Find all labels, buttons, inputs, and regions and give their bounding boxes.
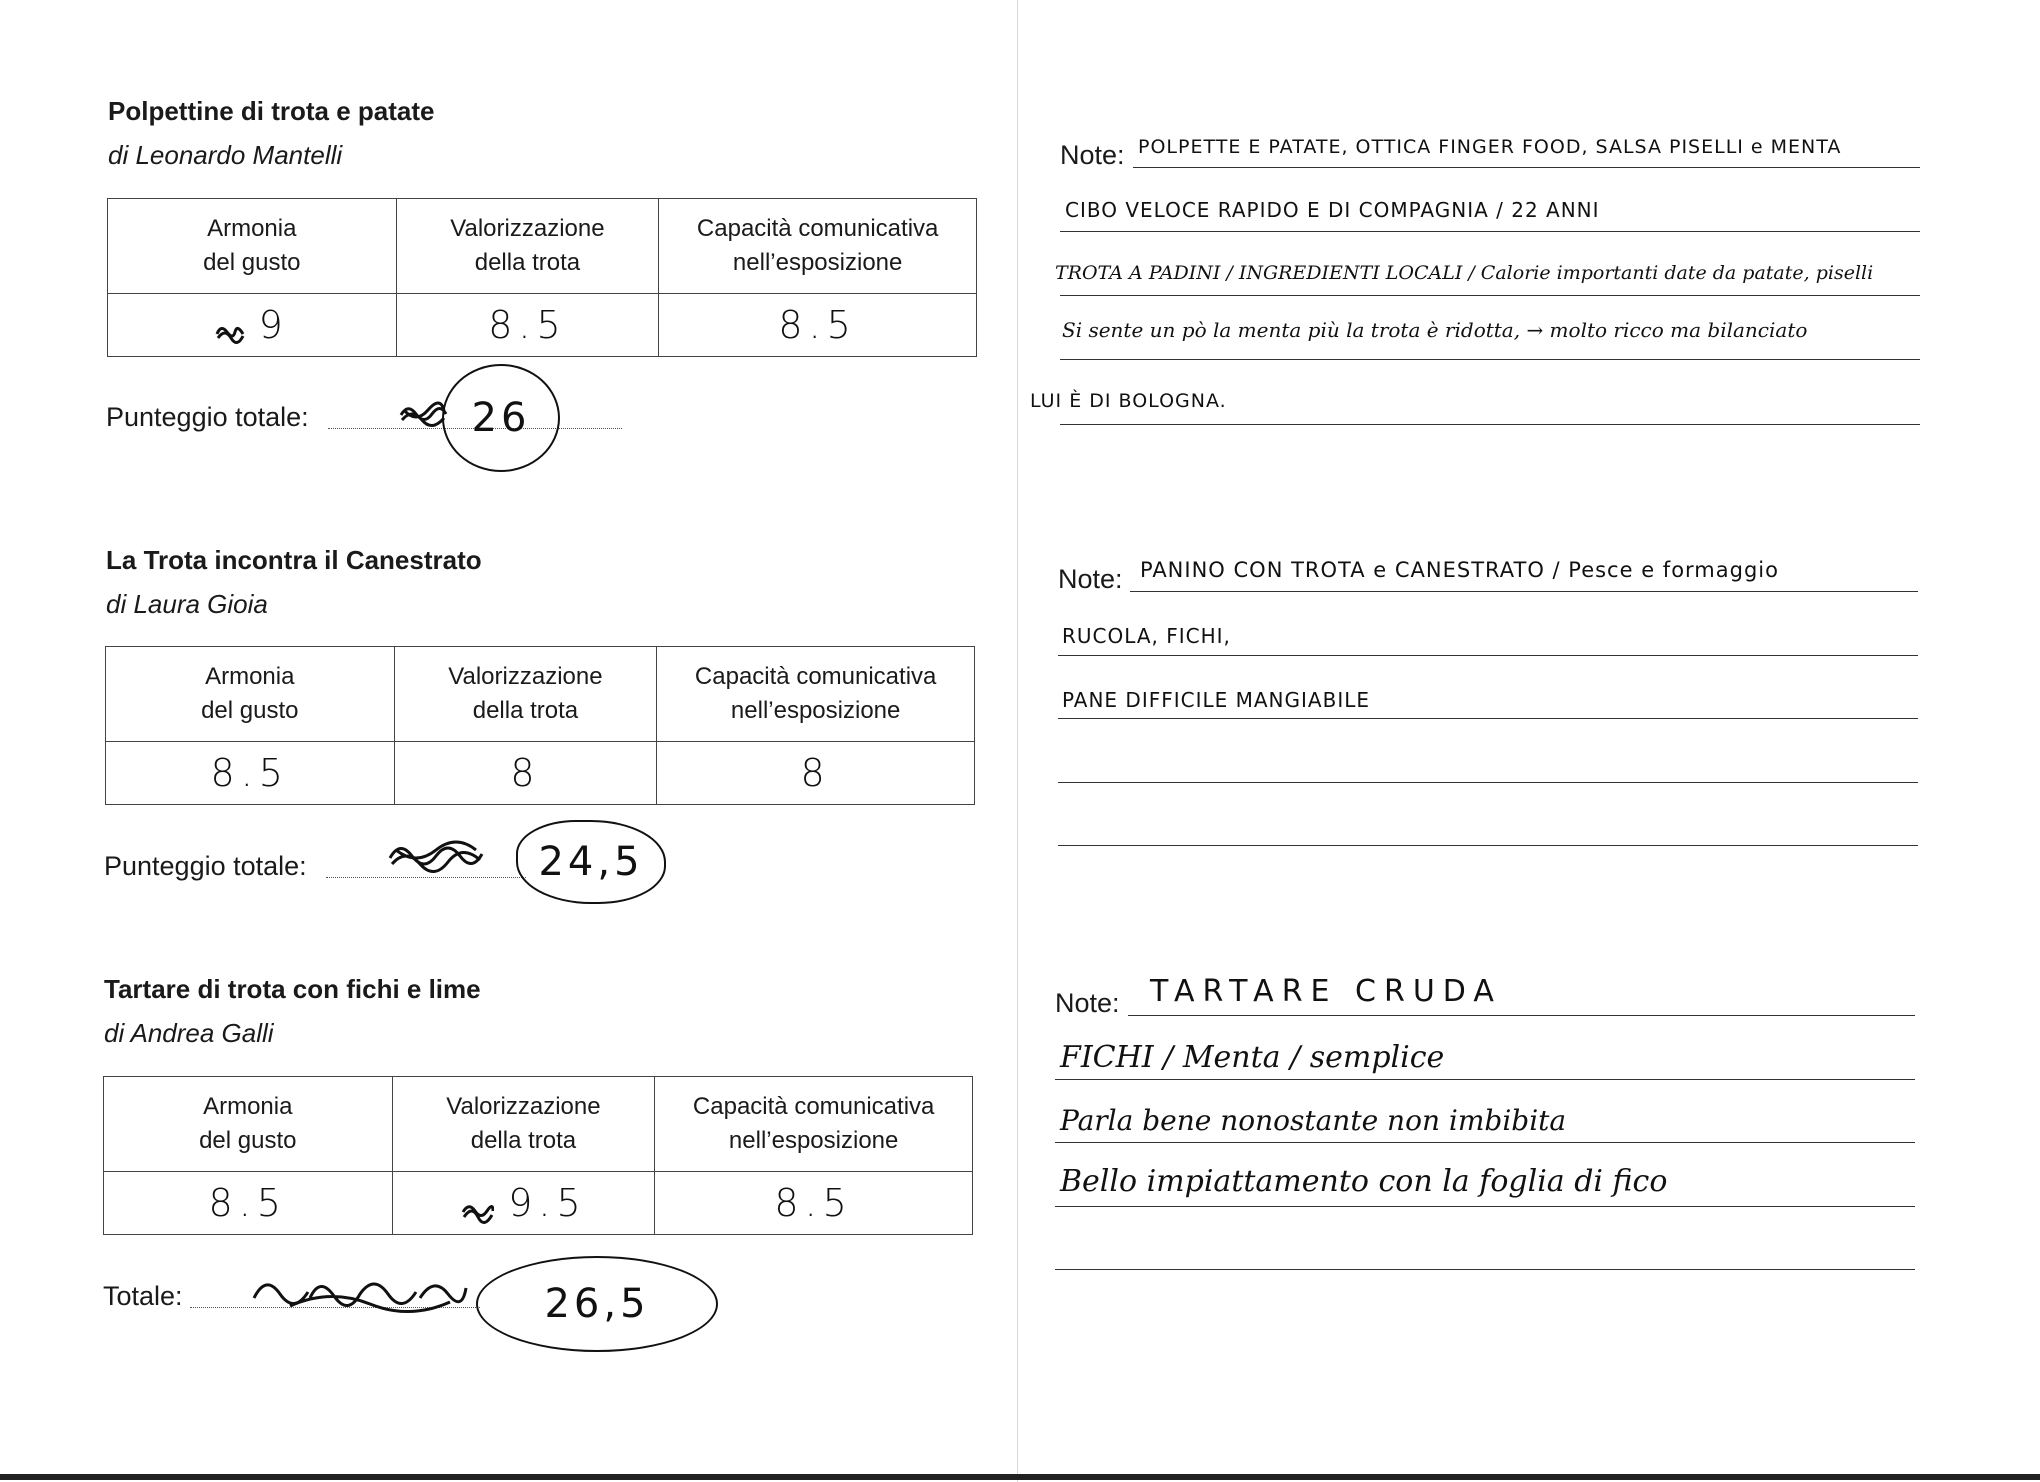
- note-line: [1060, 359, 1920, 360]
- note-label: Note:: [1055, 988, 1120, 1018]
- score-valorizzazione: 8.5: [396, 294, 659, 357]
- score-table: [103, 1076, 973, 1235]
- header-valorizzazione: Valorizzazione della trota: [392, 1077, 655, 1172]
- note-text: Bello impiattamento con la foglia di fico: [1060, 1164, 1668, 1199]
- note-line: [1130, 591, 1918, 592]
- crossed-out-scribble: [460, 1199, 494, 1225]
- dish-title: La Trota incontra il Canestrato: [106, 545, 482, 575]
- dish-title: Tartare di trota con fichi e lime: [104, 974, 481, 1004]
- note-line: [1058, 718, 1918, 719]
- note-line: [1060, 424, 1920, 425]
- dish-author: di Andrea Galli: [104, 1018, 274, 1048]
- note-text: POLPETTE E PATATE, OTTICA FINGER FOOD, SALSA PISELLI e MENTA: [1138, 136, 1842, 158]
- note-text: PANINO CON TROTA e CANESTRATO / Pesce e formaggio: [1140, 558, 1779, 582]
- score-table: [107, 198, 977, 357]
- note-line: [1058, 655, 1918, 656]
- note-line: [1060, 231, 1920, 232]
- note-text: Si sente un pò la menta più la trota è ridotta, → molto ricco ma bilanciato: [1062, 318, 1808, 342]
- total-score: 26,5: [476, 1256, 718, 1352]
- note-text: TROTA A PADINI / INGREDIENTI LOCALI / Calorie importanti date da patate, piselli: [1055, 262, 1874, 284]
- score-capacita: 8.5: [655, 1172, 973, 1235]
- header-armonia: Armonia del gusto: [104, 1077, 393, 1172]
- score-table: [105, 646, 975, 805]
- total-label: Punteggio totale:: [104, 851, 307, 881]
- score-capacita: 8: [657, 742, 975, 805]
- score-valorizzazione: 9.5: [392, 1172, 655, 1235]
- header-valorizzazione: Valorizzazione della trota: [394, 647, 657, 742]
- note-line: [1128, 1015, 1915, 1016]
- total-underline: [326, 877, 526, 878]
- crossed-out-scribble: [386, 836, 486, 876]
- note-line: [1133, 167, 1920, 168]
- note-text: PANE DIFFICILE MANGIABILE: [1062, 688, 1370, 712]
- note-text: FICHI / Menta / semplice: [1060, 1040, 1445, 1075]
- note-text: TARTARE CRUDA: [1150, 974, 1502, 1009]
- dish-author: di Leonardo Mantelli: [108, 140, 343, 170]
- note-line: [1055, 1142, 1915, 1143]
- total-score: 24,5: [516, 820, 666, 904]
- dish-title: Polpettine di trota e patate: [108, 96, 435, 126]
- crossed-out-scribble: [398, 400, 448, 430]
- note-line: [1058, 845, 1918, 846]
- score-capacita: 8.5: [659, 294, 977, 357]
- header-armonia: Armonia del gusto: [106, 647, 395, 742]
- note-text: Parla bene nonostante non imbibita: [1060, 1104, 1567, 1137]
- note-line: [1055, 1079, 1915, 1080]
- note-line: [1055, 1269, 1915, 1270]
- note-line: [1055, 1206, 1915, 1207]
- header-valorizzazione: Valorizzazione della trota: [396, 199, 659, 294]
- bottom-border: [0, 1474, 2040, 1480]
- total-score: 26: [442, 364, 560, 472]
- crossed-out-scribble: [250, 1268, 470, 1316]
- header-capacita: Capacità comunicativa nell’esposizione: [659, 199, 977, 294]
- note-text: CIBO VELOCE RAPIDO E DI COMPAGNIA / 22 ANNI: [1065, 198, 1600, 222]
- header-capacita: Capacità comunicativa nell’esposizione: [657, 647, 975, 742]
- score-valorizzazione: 8: [394, 742, 657, 805]
- note-label: Note:: [1058, 564, 1123, 594]
- note-line: [1058, 782, 1918, 783]
- total-label: Punteggio totale:: [106, 402, 309, 432]
- page-fold: [1017, 0, 1018, 1482]
- note-text: LUI È DI BOLOGNA.: [1030, 390, 1227, 412]
- note-label: Note:: [1060, 140, 1125, 170]
- note-line: [1060, 295, 1920, 296]
- score-armonia: 8.5: [106, 742, 395, 805]
- score-armonia: 9: [108, 294, 397, 357]
- header-capacita: Capacità comunicativa nell’esposizione: [655, 1077, 973, 1172]
- header-armonia: Armonia del gusto: [108, 199, 397, 294]
- crossed-out-scribble: [215, 322, 245, 346]
- dish-author: di Laura Gioia: [106, 589, 268, 619]
- note-text: RUCOLA, FICHI,: [1062, 624, 1231, 648]
- score-armonia: 8.5: [104, 1172, 393, 1235]
- total-label: Totale:: [103, 1281, 183, 1311]
